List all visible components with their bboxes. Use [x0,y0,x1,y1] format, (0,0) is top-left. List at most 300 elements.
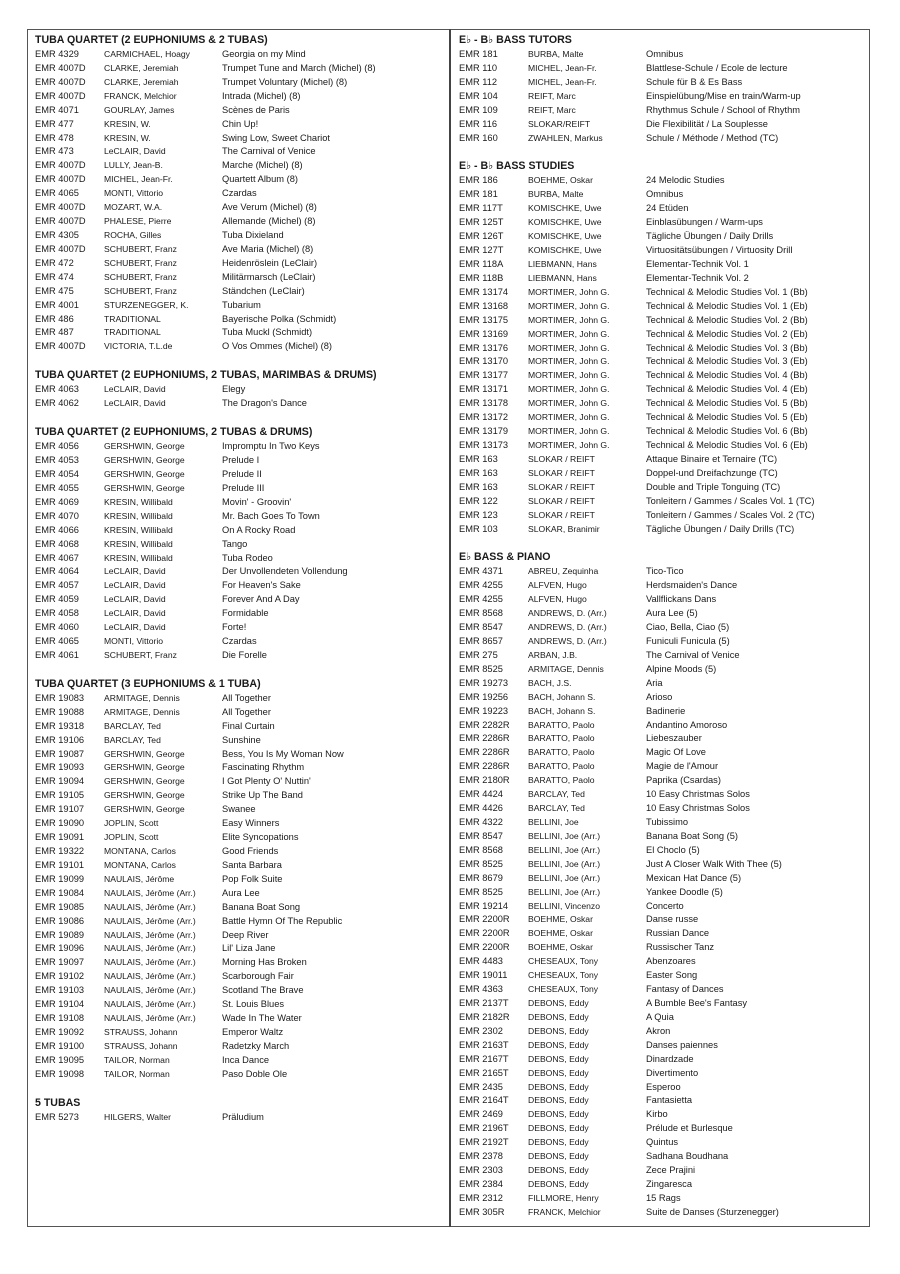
work-title: Heidenröslein (LeClair) [222,257,318,268]
catalog-row [35,1054,443,1068]
work-title: O Vos Ommes (Michel) (8) [222,341,333,352]
work-title: Movin' - Groovin' [222,496,292,507]
catalog-number: EMR 4055 [35,482,79,493]
work-title: Czardas [222,636,257,647]
work-title: Technical & Melodic Studies Vol. 2 (Bb) [646,314,808,325]
section-5-tubas [35,1097,443,1125]
work-title: Formidable [222,608,269,619]
catalog-number: EMR 2286R [459,761,510,772]
catalog-row [35,271,443,285]
catalog-row [459,202,867,216]
catalog-row [459,579,867,593]
catalog-row [35,510,443,524]
column-divider [449,29,451,1227]
catalog-number: EMR 19256 [459,691,509,702]
work-title: Rhythmus Schule / School of Rhythm [646,104,800,115]
catalog-number: EMR 4063 [35,384,79,395]
catalog-row [35,313,443,327]
work-title: Trumpet Voluntary (Michel) (8) [222,76,348,87]
catalog-number: EMR 487 [35,327,74,338]
composer-name: DEBONS, Eddy [528,1123,589,1134]
work-title: Easy Winners [222,818,280,829]
composer-name: TAILOR, Norman [104,1068,170,1079]
composer-name: GERSHWIN, George [104,776,185,787]
catalog-number: EMR 2200R [459,942,510,953]
work-title: I Got Plenty O' Nuttin' [222,776,311,787]
catalog-number: EMR 13172 [459,412,509,423]
work-title: On A Rocky Road [222,524,296,535]
composer-name: ARMITAGE, Dennis [104,706,180,717]
work-title: Ave Verum (Michel) (8) [222,202,317,213]
catalog-number: EMR 4483 [459,956,503,967]
work-title: Tuba Dixieland [222,229,284,240]
catalog-number: EMR 2378 [459,1151,503,1162]
work-title: Swanee [222,804,256,815]
composer-name: LeCLAIR, David [104,384,166,395]
composer-name: MORTIMER, John G. [528,300,610,311]
composer-name: LULLY, Jean-B. [104,160,163,171]
catalog-row [459,328,867,342]
catalog-row [35,132,443,146]
composer-name: MONTI, Vittorio [104,636,164,647]
composer-name: MORTIMER, John G. [528,426,610,437]
work-title: Prélude et Burlesque [646,1123,733,1134]
catalog-row [459,1136,867,1150]
work-title: Technical & Melodic Studies Vol. 3 (Eb) [646,356,808,367]
composer-name: NAULAIS, Jérôme (Arr.) [104,985,196,996]
catalog-row [459,481,867,495]
catalog-row [459,272,867,286]
catalog-number: EMR 4067 [35,552,79,563]
composer-name: BARCLAY, Ted [528,803,585,814]
composer-name: MICHEL, Jean-Fr. [528,76,597,87]
work-title: Final Curtain [222,720,275,731]
work-title: All Together [222,692,271,703]
catalog-number: EMR 13178 [459,398,509,409]
catalog-number: EMR 19094 [35,776,85,787]
work-title: Tico-Tico [646,566,684,577]
catalog-row [35,859,443,873]
catalog-row [459,132,867,146]
catalog-row [459,355,867,369]
work-title: Technical & Melodic Studies Vol. 3 (Bb) [646,342,808,353]
catalog-row [459,663,867,677]
composer-name: SLOKAR / REIFT [528,453,595,464]
composer-name: KRESIN, Willibald [104,510,173,521]
composer-name: DEBONS, Eddy [528,1039,589,1050]
composer-name: HILGERS, Walter [104,1111,172,1122]
work-title: The Carnival of Venice [222,146,316,157]
catalog-number: EMR 118A [459,258,504,269]
composer-name: CHESEAUX, Tony [528,956,599,967]
section-title: 5 TUBAS [35,1096,81,1109]
composer-name: NAULAIS, Jérôme (Arr.) [104,929,196,940]
catalog-number: EMR 19090 [35,818,85,829]
catalog-number: EMR 19100 [35,1040,85,1051]
catalog-number: EMR 13173 [459,439,509,450]
catalog-row [35,873,443,887]
catalog-number: EMR 19083 [35,692,85,703]
catalog-number: EMR 2163T [459,1039,509,1050]
work-title: Technical & Melodic Studies Vol. 6 (Eb) [646,439,808,450]
section-title: TUBA QUARTET (2 EUPHONIUMS & 2 TUBAS) [35,34,268,46]
catalog-number: EMR 13177 [459,370,509,381]
work-title: Prelude II [222,468,262,479]
right-column [459,34,867,1220]
composer-name: LeCLAIR, David [104,146,166,157]
work-title: Fantasy of Dances [646,984,724,995]
work-title: Marche (Michel) (8) [222,160,303,171]
catalog-number: EMR 19096 [35,943,85,954]
catalog-row [459,411,867,425]
catalog-number: EMR 122 [459,495,498,506]
catalog-number: EMR 4001 [35,299,79,310]
composer-name: GERSHWIN, George [104,441,185,452]
catalog-number: EMR 2164T [459,1095,509,1106]
work-title: Sadhana Boudhana [646,1151,729,1162]
work-title: All Together [222,706,271,717]
section-title: E♭ - B♭ BASS TUTORS [459,34,572,46]
composer-name: LeCLAIR, David [104,594,166,605]
catalog-number: EMR 4322 [459,817,503,828]
composer-name: KOMISCHKE, Uwe [528,217,602,228]
work-title: Technical & Melodic Studies Vol. 4 (Eb) [646,384,808,395]
catalog-number: EMR 4062 [35,398,79,409]
catalog-number: EMR 186 [459,175,498,186]
catalog-number: EMR 4069 [35,496,79,507]
catalog-row [35,524,443,538]
work-title: Vallflickans Dans [646,594,717,605]
work-title: Magie de l'Amour [646,761,719,772]
work-title: Divertimento [646,1067,699,1078]
catalog-row [459,230,867,244]
catalog-row [35,1012,443,1026]
work-title: Fantasietta [646,1095,692,1106]
composer-name: KRESIN, Willibald [104,552,173,563]
catalog-number: EMR 19104 [35,999,85,1010]
work-title: Einspielübung/Mise en train/Warm-up [646,90,801,101]
catalog-number: EMR 2286R [459,747,510,758]
section-title: E♭ - B♭ BASS STUDIES [459,160,575,173]
work-title: Prelude III [222,482,265,493]
section-e-b-bass-studies [459,160,867,536]
catalog-row [459,300,867,314]
composer-name: LeCLAIR, David [104,398,166,409]
catalog-row [35,104,443,118]
composer-name: ARMITAGE, Dennis [104,692,180,703]
composer-name: GOURLAY, James [104,104,175,115]
composer-name: KRESIN, Willibald [104,496,173,507]
composer-name: NAULAIS, Jérôme (Arr.) [104,943,196,954]
catalog-row [459,286,867,300]
catalog-row [35,984,443,998]
work-title: 10 Easy Christmas Solos [646,789,750,800]
catalog-row [459,691,867,705]
catalog-row [35,48,443,62]
work-title: Funiculi Funicula (5) [646,636,730,647]
catalog-row [459,774,867,788]
catalog-row [35,607,443,621]
composer-name: ANDREWS, D. (Arr.) [528,608,607,619]
composer-name: SLOKAR, Branimir [528,523,600,534]
composer-name: BACH, J.S. [528,677,572,688]
catalog-number: EMR 4007D [35,341,86,352]
catalog-row [35,720,443,734]
catalog-number: EMR 477 [35,118,74,129]
work-title: Emperor Waltz [222,1027,284,1037]
catalog-number: EMR 8525 [459,663,503,674]
catalog-row [459,983,867,997]
catalog-number: EMR 2384 [459,1178,503,1189]
composer-name: BOEHME, Oskar [528,928,593,939]
composer-name: NAULAIS, Jérôme [104,873,175,884]
left-column [35,34,443,1125]
catalog-row [459,593,867,607]
work-title: Blattlese-Schule / Ecole de lecture [646,62,788,73]
section-gap [35,1082,443,1097]
composer-name: FRANCK, Melchior [104,90,177,101]
catalog-row [35,748,443,762]
catalog-number: EMR 4305 [35,229,79,240]
catalog-row [35,565,443,579]
catalog-row [459,788,867,802]
catalog-row [459,244,867,258]
composer-name: MORTIMER, John G. [528,384,610,395]
catalog-row [459,523,867,537]
section-tuba-quartet-3-euphoniums-1-tuba [35,678,443,1082]
catalog-number: EMR 4068 [35,538,79,549]
composer-name: DEBONS, Eddy [528,1081,589,1092]
composer-name: FILLMORE, Henry [528,1192,599,1203]
catalog-row [459,1081,867,1095]
catalog-row [35,761,443,775]
composer-name: ANDREWS, D. (Arr.) [528,636,607,647]
work-title: 15 Rags [646,1192,681,1203]
catalog-row [35,201,443,215]
composer-name: CHESEAUX, Tony [528,970,599,981]
work-title: Suite de Danses (Sturzenegger) [646,1206,779,1217]
catalog-number: EMR 2182R [459,1011,510,1022]
composer-name: CARMICHAEL, Hoagy [104,49,190,59]
work-title: Scotland The Brave [222,985,304,996]
catalog-number: EMR 4363 [459,984,503,995]
composer-name: GERSHWIN, George [104,468,185,479]
catalog-number: EMR 4054 [35,468,79,479]
work-title: Virtuositätsübungen / Virtuosity Drill [646,245,793,256]
catalog-row [459,732,867,746]
composer-name: BELLINI, Joe (Arr.) [528,886,601,897]
catalog-row [459,425,867,439]
catalog-number: EMR 19214 [459,900,509,911]
work-title: Tägliche Übungen / Daily Drills [646,231,774,242]
work-title: Omnibus [646,49,684,59]
catalog-number: EMR 4255 [459,594,503,605]
catalog-number: EMR 19099 [35,873,85,884]
catalog-number: EMR 473 [35,146,74,157]
composer-name: NAULAIS, Jérôme (Arr.) [104,901,196,912]
composer-name: STRAUSS, Johann [104,1027,178,1037]
composer-name: ANDREWS, D. (Arr.) [528,622,607,633]
work-title: Ständchen (LeClair) [222,285,305,296]
composer-name: TRADITIONAL [104,327,161,338]
catalog-row [459,216,867,230]
work-title: Technical & Melodic Studies Vol. 4 (Bb) [646,370,808,381]
composer-name: NAULAIS, Jérôme (Arr.) [104,957,196,968]
work-title: Prelude I [222,455,260,466]
composer-name: KRESIN, W. [104,118,151,129]
catalog-number: EMR 163 [459,453,498,464]
work-title: Easter Song [646,970,698,981]
composer-name: GERSHWIN, George [104,804,185,815]
catalog-row [459,1039,867,1053]
composer-name: GERSHWIN, George [104,790,185,801]
catalog-row [459,872,867,886]
catalog-row [459,565,867,579]
work-title: Ave Maria (Michel) (8) [222,243,314,254]
work-title: Technical & Melodic Studies Vol. 2 (Eb) [646,328,808,339]
composer-name: BACH, Johann S. [528,705,596,716]
work-title: 10 Easy Christmas Solos [646,803,750,814]
catalog-row [35,538,443,552]
catalog-number: EMR 4058 [35,608,79,619]
catalog-number: EMR 2165T [459,1067,509,1078]
catalog-number: EMR 116 [459,118,498,129]
catalog-row [459,844,867,858]
work-title: Attaque Binaire et Ternaire (TC) [646,453,778,464]
work-title: Quartett Album (8) [222,174,298,185]
work-title: Double and Triple Tonguing (TC) [646,481,781,492]
catalog-number: EMR 19086 [35,915,85,926]
catalog-number: EMR 8547 [459,830,503,841]
catalog-number: EMR 160 [459,132,498,143]
composer-name: KOMISCHKE, Uwe [528,245,602,256]
catalog-row [35,145,443,159]
work-title: Aura Lee (5) [646,608,698,619]
catalog-row [35,1026,443,1040]
composer-name: DEBONS, Eddy [528,1178,589,1189]
work-title: 24 Etüden [646,203,689,214]
catalog-number: EMR 4007D [35,160,86,171]
catalog-row [35,845,443,859]
work-title: Just A Closer Walk With Thee (5) [646,858,782,869]
work-title: The Carnival of Venice [646,649,740,660]
work-title: Tägliche Übungen / Daily Drills (TC) [646,523,795,534]
catalog-row [35,1040,443,1054]
composer-name: MORTIMER, John G. [528,356,610,367]
catalog-number: EMR 19322 [35,846,85,857]
work-title: Präludium [222,1111,264,1122]
catalog-number: EMR 2137T [459,998,509,1008]
catalog-number: EMR 4424 [459,789,503,800]
catalog-number: EMR 4056 [35,441,79,452]
catalog-row [459,816,867,830]
catalog-row [35,929,443,943]
composer-name: DEBONS, Eddy [528,1151,589,1162]
work-title: Technical & Melodic Studies Vol. 5 (Bb) [646,398,808,409]
composer-name: CLARKE, Jeremiah [104,62,179,73]
composer-name: BURBA, Malte [528,49,584,59]
work-title: Arioso [646,691,673,702]
composer-name: ARBAN, J.B. [528,649,578,660]
composer-name: TRADITIONAL [104,313,161,324]
work-title: Danse russe [646,914,699,925]
work-title: St. Louis Blues [222,999,285,1010]
catalog-number: EMR 19091 [35,832,85,843]
catalog-number: EMR 19273 [459,677,509,688]
composer-name: GERSHWIN, George [104,748,185,759]
section-title: E♭ BASS & PIANO [459,551,551,564]
work-title: Impromptu In Two Keys [222,441,320,452]
catalog-row [35,887,443,901]
composer-name: DEBONS, Eddy [528,998,589,1008]
work-title: Radetzky March [222,1040,290,1051]
catalog-number: EMR 2282R [459,719,510,730]
work-title: Zingaresca [646,1178,692,1189]
catalog-number: EMR 4057 [35,580,79,591]
catalog-row [35,1068,443,1082]
catalog-row [459,174,867,188]
work-title: Scènes de Paris [222,104,290,115]
work-title: Lil' Liza Jane [222,943,276,954]
catalog-row [459,314,867,328]
work-title: Aura Lee [222,887,260,898]
catalog-number: EMR 19103 [35,985,85,996]
catalog-number: EMR 13174 [459,286,509,297]
catalog-number: EMR 4007D [35,202,86,213]
catalog-number: EMR 4007D [35,243,86,254]
work-title: Tubarium [222,299,261,310]
catalog-number: EMR 4066 [35,524,79,535]
composer-name: DEBONS, Eddy [528,1095,589,1106]
composer-name: BELLINI, Joe [528,817,579,828]
composer-name: MICHEL, Jean-Fr. [528,62,597,73]
composer-name: LIEBMANN, Hans [528,258,597,269]
composer-name: CHESEAUX, Tony [528,984,599,995]
catalog-number: EMR 126T [459,231,504,242]
work-title: Mexican Hat Dance (5) [646,872,742,883]
catalog-row [35,468,443,482]
catalog-row [459,677,867,691]
work-title: Bess, You Is My Woman Now [222,748,344,759]
composer-name: FRANCK, Melchior [528,1206,601,1217]
work-title: Elite Syncopations [222,832,299,843]
composer-name: SCHUBERT, Franz [104,285,177,296]
work-title: Abenzoares [646,956,696,967]
composer-name: MORTIMER, John G. [528,328,610,339]
composer-name: MOZART, W.A. [104,202,163,213]
composer-name: ALFVEN, Hugo [528,594,587,605]
composer-name: DEBONS, Eddy [528,1165,589,1176]
work-title: Santa Barbara [222,859,282,870]
catalog-row [459,955,867,969]
catalog-number: EMR 19102 [35,971,85,982]
catalog-number: EMR 4255 [459,580,503,591]
catalog-number: EMR 2180R [459,775,510,786]
section-title: TUBA QUARTET (2 EUPHONIUMS, 2 TUBAS, MARIMBAS & DRUMS) [35,369,377,382]
catalog-row [459,621,867,635]
catalog-number: EMR 118B [459,272,504,283]
catalog-number: EMR 123 [459,509,498,520]
work-title: Alpine Moods (5) [646,663,717,674]
composer-name: REIFT, Marc [528,104,576,115]
catalog-number: EMR 109 [459,104,498,115]
catalog-number: EMR 4065 [35,188,79,199]
composer-name: SCHUBERT, Franz [104,243,177,254]
composer-name: BELLINI, Joe (Arr.) [528,844,601,855]
catalog-row [35,956,443,970]
composer-name: BARATTO, Paolo [528,775,595,786]
work-title: Technical & Melodic Studies Vol. 1 (Bb) [646,286,808,297]
